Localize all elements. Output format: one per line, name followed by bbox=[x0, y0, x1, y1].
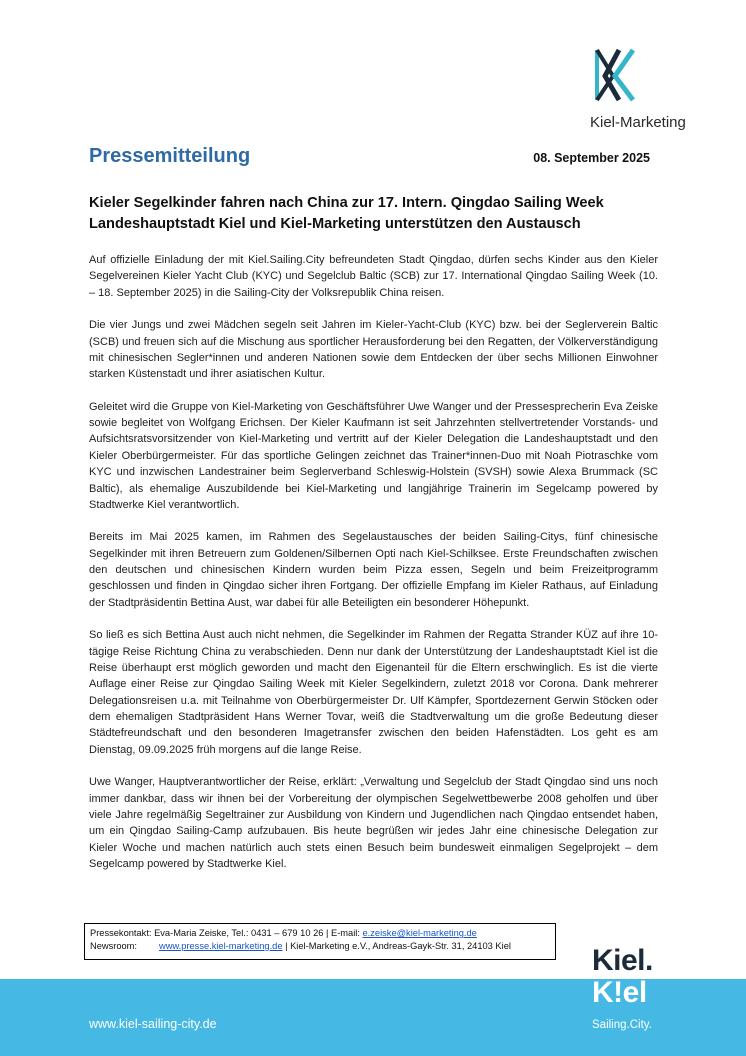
paragraph: Uwe Wanger, Hauptverantwortlicher der Reise, erklärt: „Verwaltung und Segelclub der Stadt Qingdao sind uns noch immer dankbar, dass wir ihnen bei der Vorbereitung der olympischen Segelwettbewerbe 2008 geholfen und über viele Jahre regelmäßig Segeltrainer zur Ausbildung von Kindern und Jugendlichen nach Qingdao entsendet haben, um ein Qingdao Sailing-Camp aufzubauen. Bis heute begrüßen wir jedes Jahr eine chinesische Delegation zur Kieler Woche und machen natürlich auch stets einen Besuch beim bundesweit einmaligen Segelprojekt – dem Segelcamp powered by Stadtwerke Kiel. bbox=[89, 776, 658, 870]
paragraph: Bereits im Mai 2025 kamen, im Rahmen des Segelaustausches der beiden Sailing-Citys, fünf chinesische Segelkinder mit ihren Betreuern zum Goldenen/Silbernen Opti nach Kiel-Schilksee. Erste Freundschaften zwischen den deutschen und chinesischen Kindern wurden beim Pizza essen, Segeln und beim Freizeitprogramm geschlossen und finden in Qingdao sicher ihren Fortgang. Der offizielle Empfang im Kieler Rathaus, auf Einladung der Stadtpräsidentin Bettina Aust, war dabei für alle Beteiligten ein besonderer Höhepunkt. bbox=[89, 531, 658, 609]
newsroom-link[interactable]: www.presse.kiel-marketing.de bbox=[159, 941, 283, 951]
paragraph: Auf offizielle Einladung der mit Kiel.Sailing.City befreundeten Stadt Qingdao, dürfen sechs Kinder aus den Kieler Segelvereinen Kieler Yacht Club (KYC) und Segelclub Baltic (SCB) zur 17. International Qingdao Sailing Week (10. – 18. September 2025) in die Sailing-City der Volksrepublik China reisen. bbox=[89, 254, 658, 299]
contact-text: Pressekontakt: Eva-Maria Zeiske, Tel.: 0431 – 679 10 26 | E-mail: bbox=[90, 928, 363, 938]
kiel-logo-word: Kiel. bbox=[592, 944, 653, 977]
press-contact-box bbox=[84, 923, 556, 960]
contact-line-2 bbox=[90, 940, 550, 953]
paragraph: Geleitet wird die Gruppe von Kiel-Marketing von Geschäftsführer Uwe Wanger und der Pressesprecherin Eva Zeiske sowie begleitet von Wolfgang Erichsen. Der Kieler Kaufmann ist seit Jahrzehnten stellvertretender Vorstands- und Aufsichtsratsvorsitzender von Kiel-Marketing und vertritt auf der Kieler Delegation die Landeshauptstadt und den Kieler Oberbürgermeister. Für das sportliche Gelingen zeichnet das Trainer*innen-Duo mit Noah Piotraschke vom KYC und inzwischen Landestrainer beim Seglerverband Schleswig-Holstein (SVSH) sowie Alexa Brummack (SC Baltic), als ehemalige Auszubildende bei Kiel-Marketing und langjährige Trainerin im Segelcamp powered by Stadtwerke Kiel verantwortlich. bbox=[89, 400, 658, 511]
address-text: | Kiel-Marketing e.V., Andreas-Gayk-Str. 31, 24103 Kiel bbox=[282, 941, 511, 951]
headline bbox=[89, 193, 659, 235]
headline-line-2: Landeshauptstadt Kiel und Kiel-Marketing unterstützen den Austausch bbox=[89, 216, 581, 232]
newsroom-label: Newsroom: bbox=[90, 941, 138, 951]
page-title: Pressemitteilung bbox=[89, 145, 251, 167]
headline-line-1: Kieler Segelkinder fahren nach China zur 17. Intern. Qingdao Sailing Week bbox=[89, 195, 604, 211]
paragraph: So ließ es sich Bettina Aust auch nicht nehmen, die Segelkinder im Rahmen der Regatta Strander KÜZ auf ihre 10-tägige Reise Richtung China zu verabschieden. Denn nur dank der Unterstützung der Landeshauptstadt Kiel ist die Reise überhaupt erst möglich geworden und macht den Eigenanteil für die Eltern erschwinglich. Es ist die vierte Auflage einer Reise zur Qingdao Sailing Week mit Kieler Segelkindern, zuletzt 2018 vor Corona. Dank mehrerer Delegationsreisen u.a. mit Teilnahme von Oberbürgermeister Dr. Ulf Kämpfer, Sportdezernent Gerwin Stöcken oder dem ehemaligen Stadtpräsident Hans Werner Tovar, weiß die Stadtverwaltung um die große Bedeutung dieser Städtefreundschaft und den besonderen Imagetransfer zwischen den beiden Hafenstädten. Los geht es am Dienstag, 09.09.2025 früh morgens auf die lange Reise. bbox=[89, 629, 658, 756]
kiel-marketing-k-icon bbox=[595, 48, 635, 102]
sailing-city-tagline: Sailing.City. bbox=[592, 1019, 652, 1031]
release-date: 08. September 2025 bbox=[533, 151, 650, 165]
brand-name: Kiel-Marketing bbox=[590, 114, 686, 131]
kiel-logo-word-alt: K!el bbox=[592, 976, 647, 1009]
contact-email-link[interactable]: e.zeiske@kiel-marketing.de bbox=[362, 928, 477, 938]
kiel-marketing-logo bbox=[590, 48, 686, 134]
paragraph: Die vier Jungs und zwei Mädchen segeln seit Jahren im Kieler-Yacht-Club (KYC) bzw. bei der Seglerverein Baltic (SCB) und freuen sich auf die Mischung aus sportlicher Herausforderung bei den Regatten, der Völkerverständigung mit chinesischen Segler*innen und anderen Nationen sowie dem Entdecken der über sechs Millionen Einwohner starken Küstenstadt und ihrer asiatischen Kultur. bbox=[89, 319, 658, 381]
kiel-sailing-city-logo bbox=[588, 944, 678, 1036]
article-body bbox=[89, 252, 658, 888]
contact-line-1 bbox=[90, 927, 550, 940]
footer-website-link[interactable]: www.kiel-sailing-city.de bbox=[89, 1017, 217, 1031]
